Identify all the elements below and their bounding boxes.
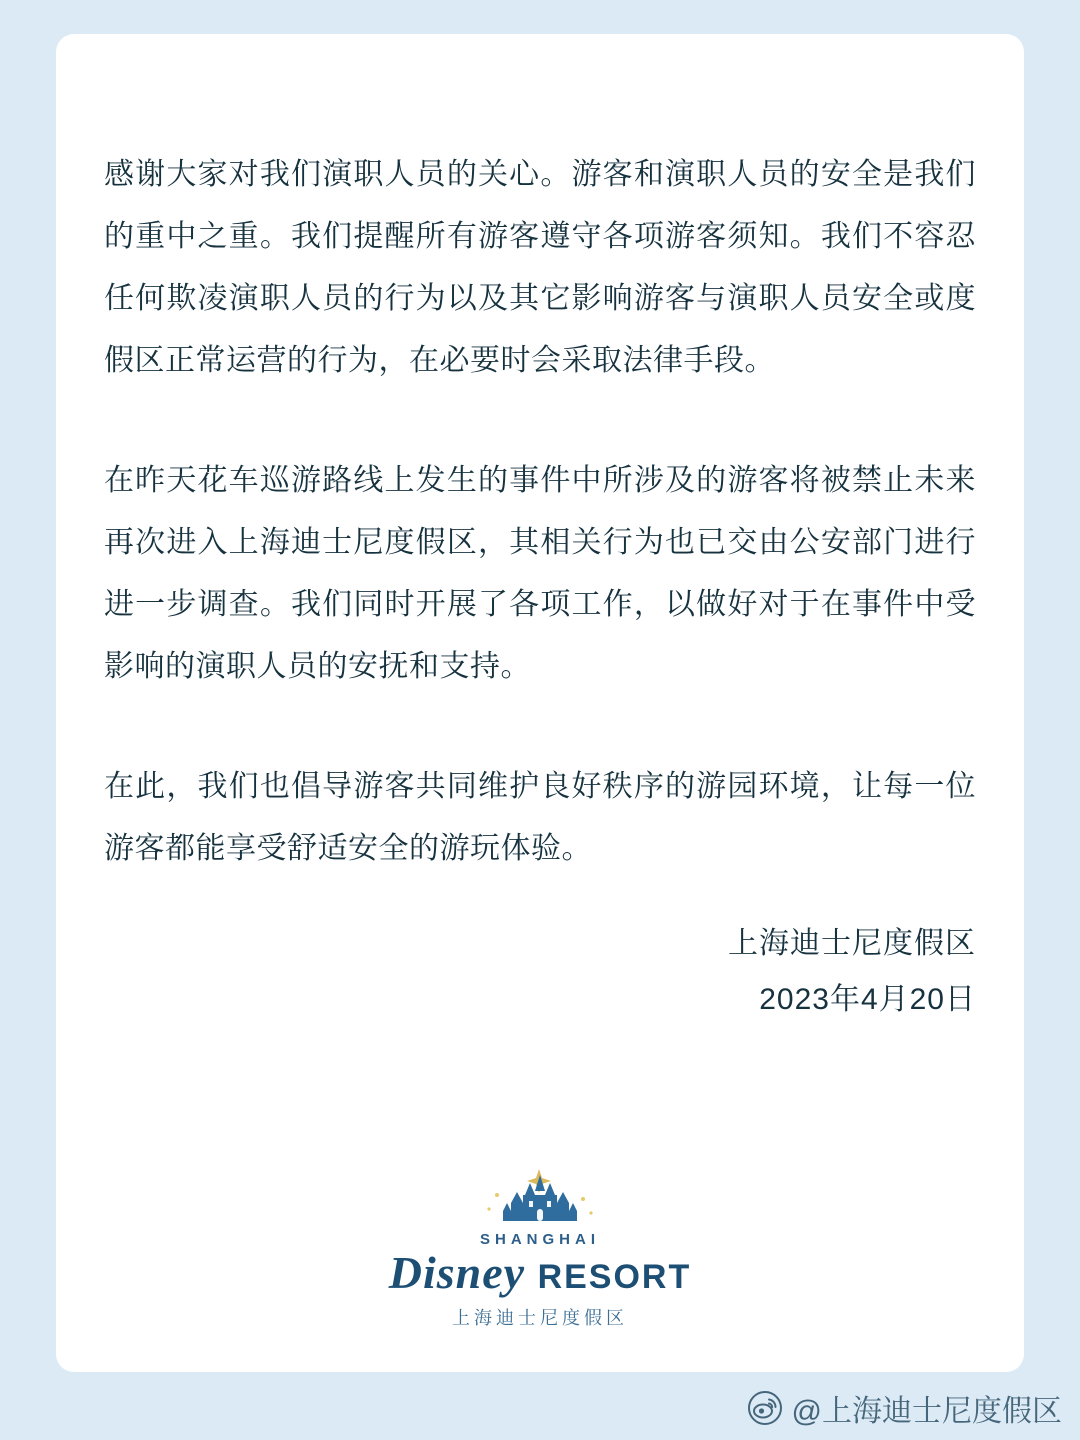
signature-organization: 上海迪士尼度假区 xyxy=(728,927,976,960)
weibo-icon xyxy=(748,1391,782,1425)
statement-paragraph-3: 在此，我们也倡导游客共同维护良好秩序的游园环境，让每一位游客都能享受舒适安全的游玩体验。 xyxy=(104,770,976,865)
logo-chinese-name: 上海迪士尼度假区 xyxy=(452,1308,628,1328)
statement-paragraph-2: 在昨天花车巡游路线上发生的事件中所涉及的游客将被禁止未来再次进入上海迪士尼度假区，其相关行为也已交由公安部门进行进一步调查。我们同时开展了各项工作，以做好对于在事件中受影响的演职人员的安抚和支持。 xyxy=(104,464,976,683)
disney-resort-logo xyxy=(56,1165,1024,1330)
logo-resort-word: RESORT xyxy=(537,1258,692,1296)
logo-disney-script: Disney xyxy=(388,1247,526,1298)
weibo-handle: @上海迪士尼度假区 xyxy=(791,1395,1062,1428)
castle-icon xyxy=(460,1165,620,1237)
weibo-watermark xyxy=(748,1386,1062,1430)
statement-body xyxy=(104,144,976,1028)
logo-shanghai-word: SHANGHAI xyxy=(479,1231,600,1248)
signature-date: 2023年4月20日 xyxy=(759,983,976,1016)
statement-card xyxy=(56,34,1024,1372)
statement-paragraph-1: 感谢大家对我们演职人员的关心。游客和演职人员的安全是我们的重中之重。我们提醒所有游客遵守各项游客须知。我们不容忍任何欺凌演职人员的行为以及其它影响游客与演职人员安全或度假区正常运营的行为，在必要时会采取法律手段。 xyxy=(104,158,976,377)
signature-block xyxy=(104,916,976,1028)
logo-disney-word xyxy=(389,1248,692,1302)
